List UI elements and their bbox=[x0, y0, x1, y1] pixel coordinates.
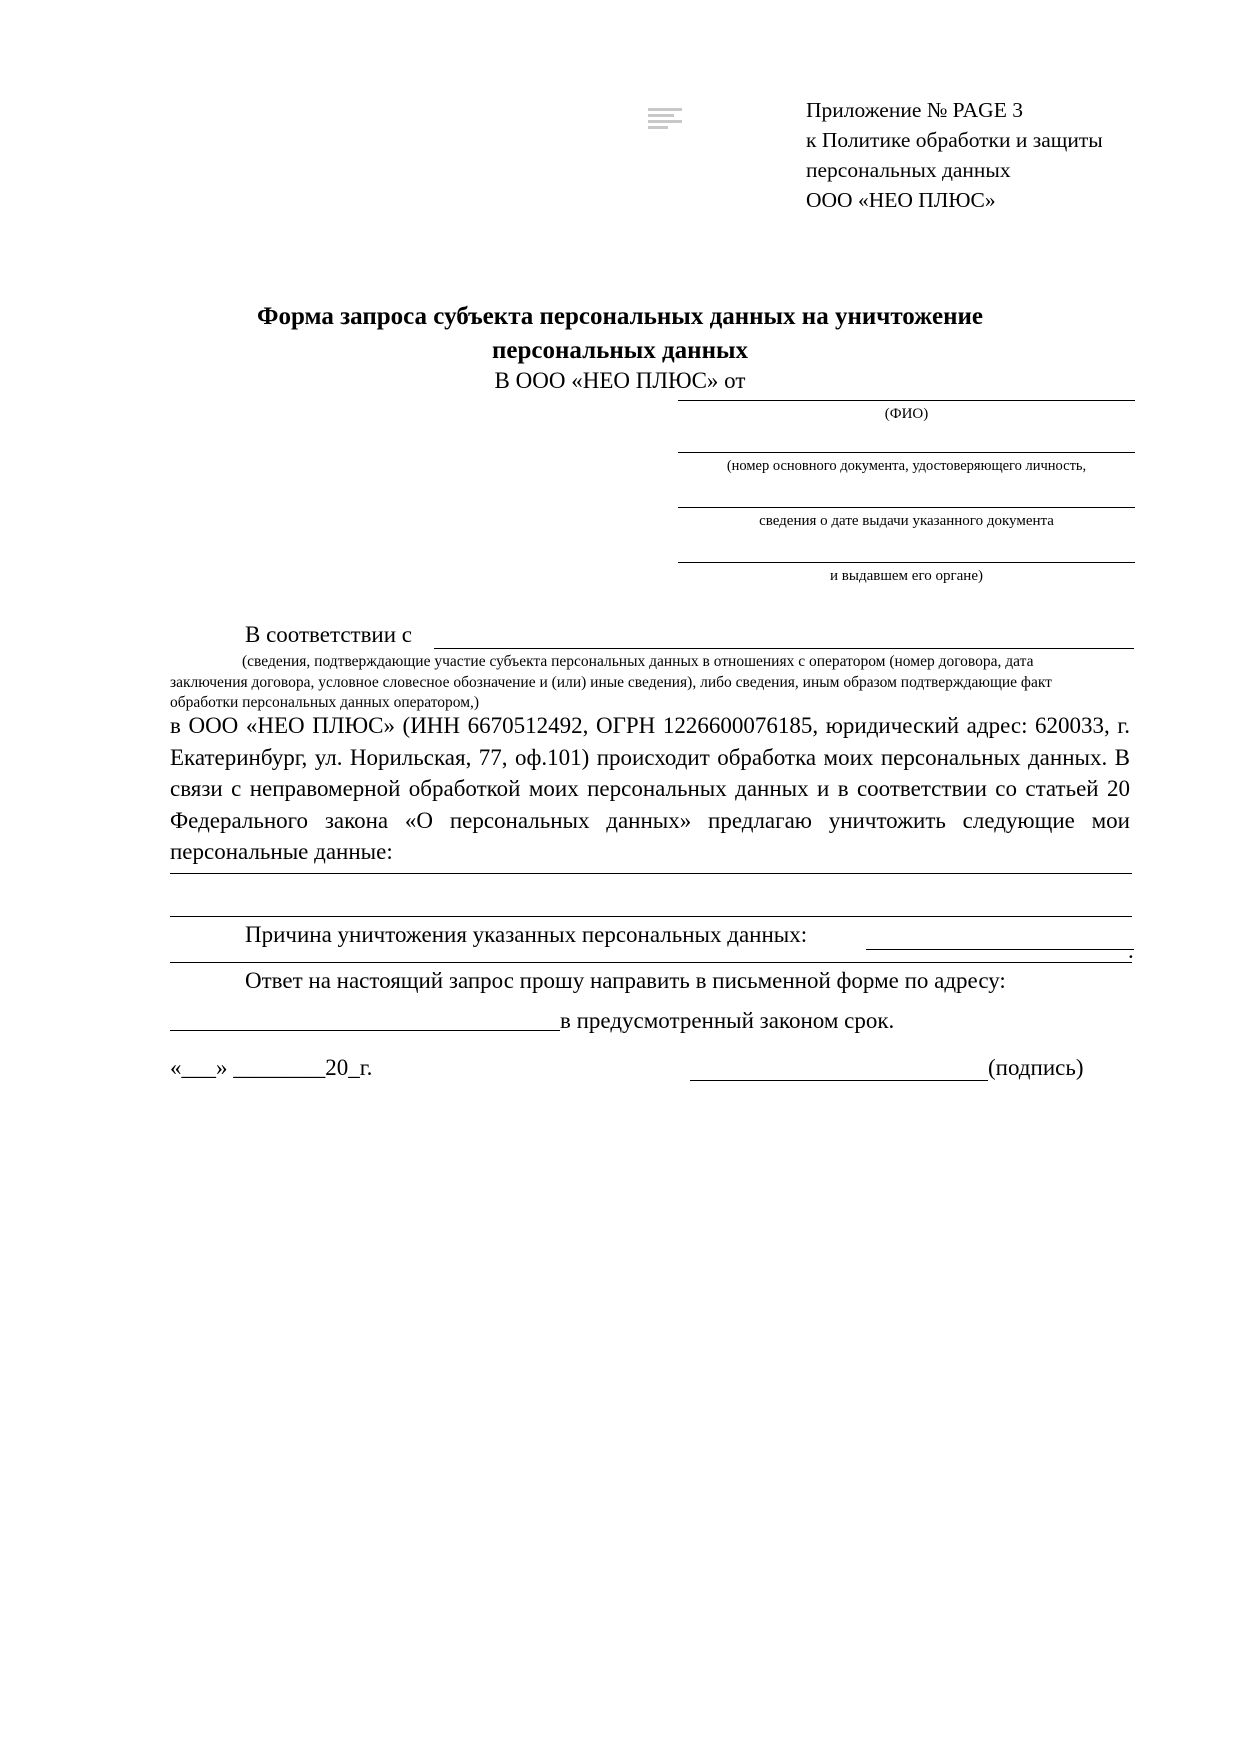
field-full-name-caption: (ФИО) bbox=[884, 406, 929, 422]
fineprint-line-2: заключения договора, условное словесное обозначение и (или) иные сведения), либо сведения, иным образом подтверждающие факт bbox=[170, 673, 1052, 691]
header-line-1: Приложение № PAGE 3 bbox=[806, 98, 1023, 122]
page-title bbox=[170, 300, 1070, 368]
field-document-issuer-caption: и выдавшем его органе) bbox=[830, 568, 983, 584]
field-document-issuer[interactable] bbox=[678, 562, 1135, 586]
reason-input-rule[interactable] bbox=[866, 949, 1134, 950]
answer-address-input-rule[interactable] bbox=[170, 1030, 560, 1031]
page-title-line-1: Форма запроса субъекта персональных данных на уничтожение bbox=[257, 303, 983, 330]
date-field[interactable]: «___» ________20_г. bbox=[170, 1055, 373, 1080]
addressee-line: В ООО «НЕО ПЛЮС» от bbox=[494, 368, 746, 393]
in-accordance-label: В соответствии с bbox=[245, 622, 413, 647]
signature-field[interactable] bbox=[690, 1055, 1083, 1081]
field-full-name[interactable] bbox=[678, 400, 1135, 424]
fineprint-line-3: обработки персональных данных оператором,) bbox=[170, 694, 480, 711]
main-paragraph: в ООО «НЕО ПЛЮС» (ИНН 6670512492, ОГРН 1226600076185, юридический адрес: 620033, г. Екатеринбург, ул. Норильская, 77, оф.101) происходит обработка моих персональных данных. В связи с неправомерной обработкой моих персональных данных и в соответствии со статьей 20 Федерального закона «О персональных данных» предлагаю уничтожить следующие мои персональные данные: bbox=[170, 713, 1130, 864]
in-accordance-input-rule[interactable] bbox=[434, 648, 1134, 649]
field-document-date[interactable] bbox=[678, 507, 1135, 531]
header-block bbox=[806, 95, 1226, 215]
term-label: в предусмотренный законом срок. bbox=[560, 1008, 895, 1033]
fineprint-line-1: (сведения, подтверждающие участие субъекта персональных данных в отношениях с оператором (номер договора, дата bbox=[242, 653, 1034, 670]
personal-data-input-rule-1[interactable] bbox=[170, 873, 1132, 874]
fineprint-block bbox=[170, 652, 1132, 714]
personal-data-input-rule-2[interactable] bbox=[170, 916, 1132, 917]
reason-period: . bbox=[1128, 938, 1134, 963]
header-line-3: персональных данных bbox=[806, 158, 1011, 182]
reason-input-rule-2[interactable] bbox=[170, 962, 1132, 963]
header-line-2: к Политике обработки и защиты bbox=[806, 128, 1103, 152]
document-mark-icon bbox=[648, 108, 682, 134]
field-document-number[interactable] bbox=[678, 452, 1135, 476]
signature-caption: (подпись) bbox=[988, 1055, 1084, 1080]
signature-rule[interactable] bbox=[690, 1060, 988, 1081]
page-title-line-2: персональных данных bbox=[491, 337, 749, 364]
answer-address-label: Ответ на настоящий запрос прошу направить в письменной форме по адресу: bbox=[245, 968, 1006, 993]
reason-label: Причина уничтожения указанных персональных данных: bbox=[245, 922, 808, 947]
field-document-number-caption: (номер основного документа, удостоверяющего личность, bbox=[726, 458, 1087, 474]
header-line-4: ООО «НЕО ПЛЮС» bbox=[806, 188, 996, 212]
field-document-date-caption: сведения о дате выдачи указанного документа bbox=[759, 513, 1054, 529]
